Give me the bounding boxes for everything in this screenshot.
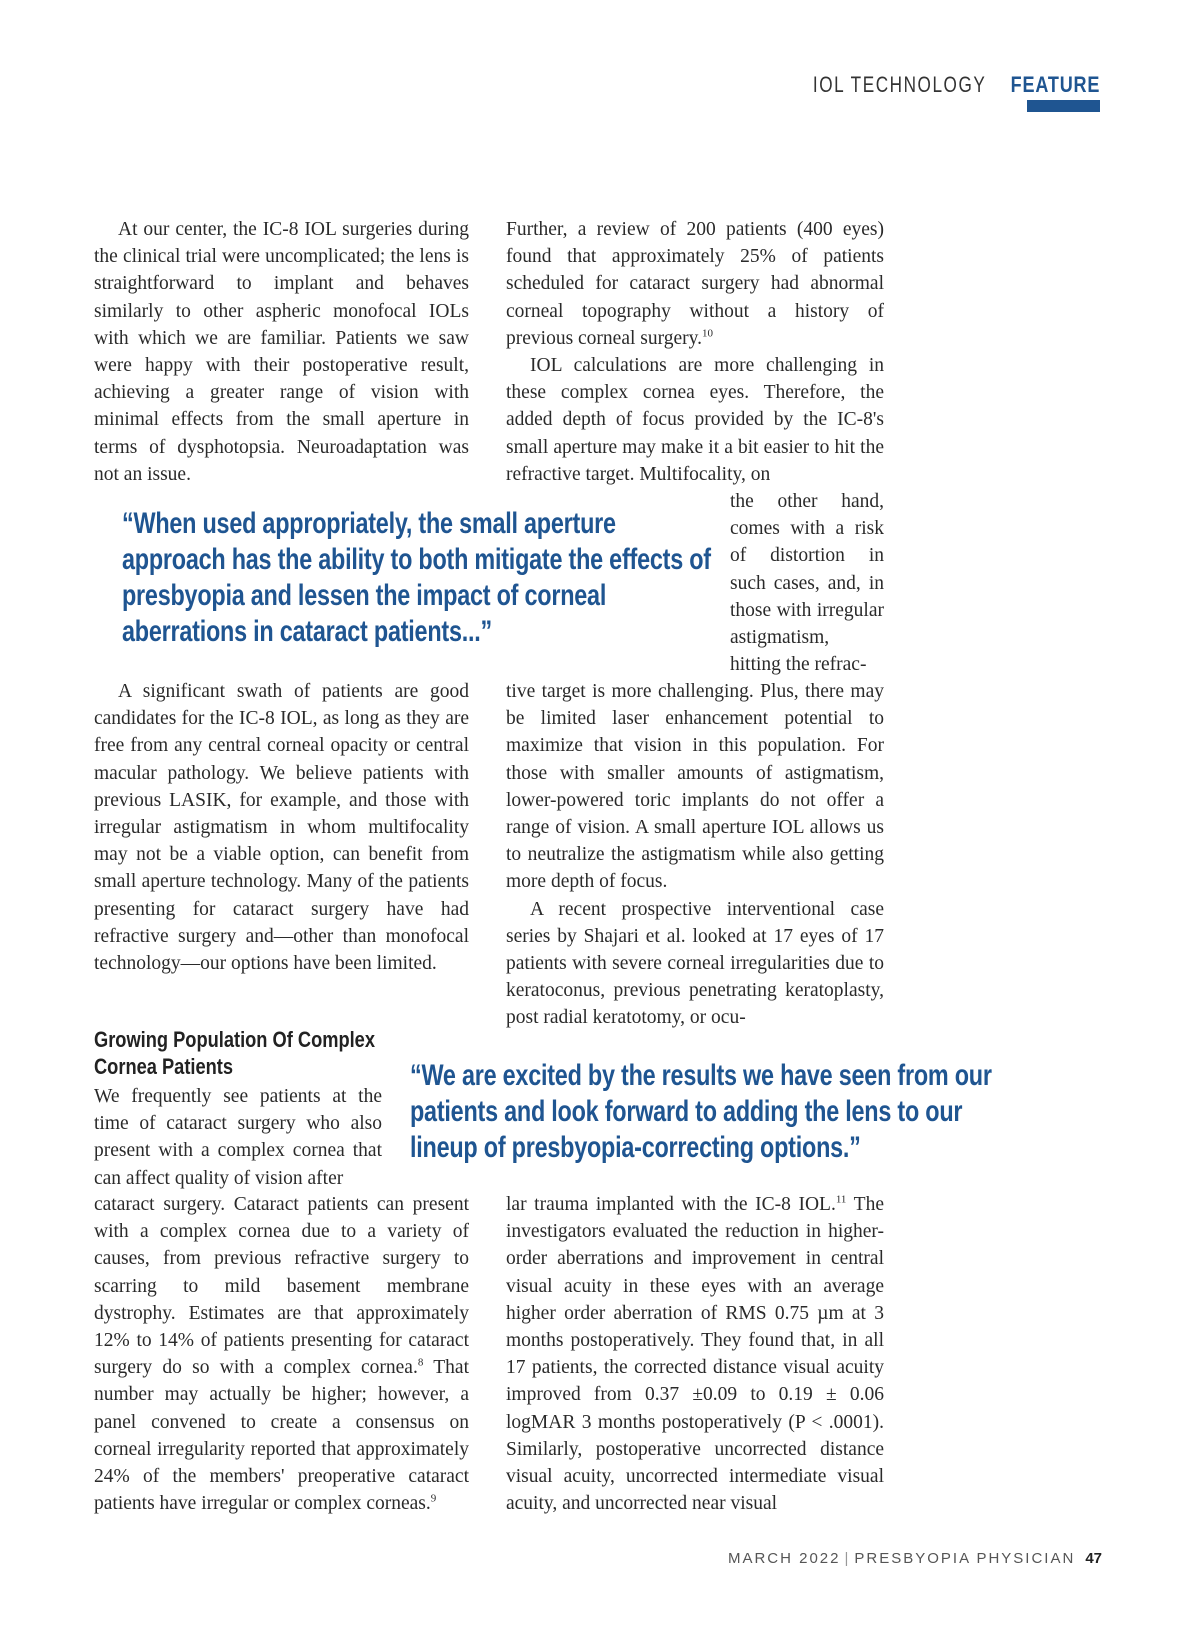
pull-quote: “We are excited by the results we have seen from our patients and look forward to adding the lens to our lineup of presbyopia-correcting options.” — [410, 1059, 992, 1164]
running-footer — [728, 1550, 1102, 1567]
footnote-ref: 8 — [417, 1356, 424, 1369]
footer-separator: | — [844, 1550, 851, 1567]
paragraph: Further, a review of 200 patients (400 eyes) found that approximately 25% of patients scheduled for cataract surgery had abnormal corneal topography without a history of previous corneal surgery.$^{10}$ — [506, 219, 884, 349]
footnote-ref: 10 — [702, 327, 714, 340]
issue-date: MARCH 2022 — [727, 1550, 841, 1567]
footnote-ref: 11 — [835, 1193, 847, 1206]
publication-name: PRESBYOPIA PHYSICIAN — [854, 1550, 1076, 1567]
header-accent-bar — [1027, 100, 1100, 112]
column-1-top — [94, 216, 469, 488]
paragraph: IOL calculations are more challenging in these complex cornea eyes. Therefore, the added depth of focus provided by the IC-8's small aperture may make it a bit easier to hit the refractive target. Multifocality, on — [506, 355, 884, 485]
column-1-middle — [94, 678, 469, 977]
paragraph: A significant swath of patients are good candidates for the IC-8 IOL, as long as they are free from any central corneal opacity or central macular pathology. We believe patients with previous LASIK, for example, and those with irregular astigmatism in whom multifocality may not be a viable option, can benefit from small aperture technology. Many of the patients presenting for cataract surgery have had refractive surgery and—other than monofocal technology—our options have been limited. — [94, 681, 469, 975]
paragraph: tive target is more challenging. Plus, there may be limited laser enhancement potential to maximize that vision in this population. For those with smaller amounts of astigmatism, lower-powered toric implants do not offer a range of vision. A small aperture IOL allows us to neutralize the astigmatism while also getting more depth of focus. — [506, 681, 884, 893]
page-number: 47 — [1085, 1550, 1102, 1567]
footnote-ref: 9 — [430, 1492, 437, 1505]
section-subheading: Growing Population Of Complex Cornea Patients — [94, 1027, 376, 1079]
paragraph: We frequently see patients at the time of cataract surgery who also present with a complex cornea that can affect quality of vision after — [94, 1086, 382, 1189]
column-2-middle — [506, 678, 884, 1032]
feature-label: FEATURE — [1010, 72, 1100, 97]
column-2-top — [506, 216, 884, 488]
column-2-wrap-around-quote — [730, 488, 884, 678]
paragraph: the other hand, comes with a risk of distortion in such cases, and, in those with irregular astigmatism, hitting the refrac- — [730, 491, 884, 676]
pull-quote: “When used appropriately, the small aperture approach has the ability to both mitigate the effects of presbyopia and lessen the impact of corneal aberrations in cataract patients...” — [122, 507, 711, 648]
paragraph: At our center, the IC-8 IOL surgeries during the clinical trial were uncomplicated; the lens is straightforward to implant and behaves similarly to other aspheric monofocal IOLs with which we are familiar. Patients we saw were happy with their postoperative result, achieving a greater range of vision with minimal effects from the small aperture in terms of dysphotopsia. Neuroadaptation was not an issue. — [94, 219, 469, 485]
paragraph: lar trauma implanted with the IC-8 IOL.$^{11}$ The investigators evaluated the reduction in higher-order aberrations and improvement in central visual acuity in these eyes with an average higher order aberration of RMS 0.75 µm at 3 months postoperatively. They found that, in all 17 patients, the corrected distance visual acuity improved from 0.37 ±0.09 to 0.19 ± 0.06 logMAR 3 months postoperatively (P < .0001). Similarly, postoperative uncorrected distance visual acuity, uncorrected intermediate visual acuity, and uncorrected near visual — [506, 1193, 884, 1515]
paragraph: cataract surgery. Cataract patients can present with a complex cornea due to a variety of causes, from previous refractive surgery to scarring to mild basement membrane dystrophy. Estimates are that approximately 12% to 14% of patients presenting for cataract surgery do so with a complex cornea.$^8$ That number may actually be higher; however, a panel convened to create a consensus on corneal irregularity reported that approximately 24% of the members' preoperative cataract patients have irregular or complex corneas.$^9$ — [94, 1194, 469, 1515]
column-1-bottom — [94, 1191, 469, 1517]
paragraph: A recent prospective interventional case series by Shajari et al. looked at 17 eyes of 17 patients with severe corneal irregularities due to keratoconus, previous penetrating keratoplasty, post radial keratotomy, or ocu- — [506, 898, 884, 1029]
column-1-wrap-around-quote — [94, 1083, 382, 1192]
running-header — [764, 72, 1100, 98]
column-2-bottom — [506, 1191, 884, 1517]
section-label: IOL TECHNOLOGY — [813, 72, 987, 97]
